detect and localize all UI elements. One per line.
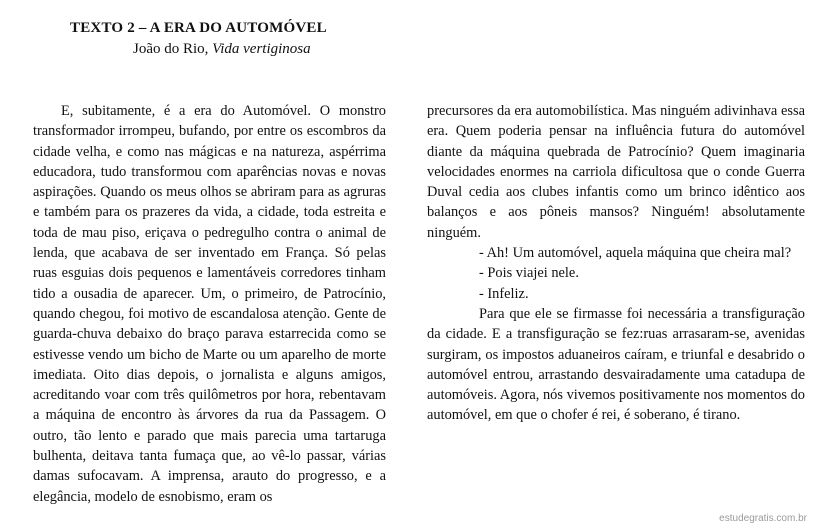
dialogue-line: - Pois viajei nele. [479,265,579,282]
closing-paragraph: Para que ele se firmasse foi necessária a transfiguração da cidade. E a transfiguração se fez:ruas arrasaram-se, avenidas surgiram, os impostos aduaneiros caíram, e triunfal e desabrido o automóvel entrou, arrastando desvairadamente uma catadupa de automóveis. Agora, nós vivemos positivamente nos momentos do automóvel, em que o chofer é rei, é soberano, é tirano. [427,305,805,424]
watermark: estudegratis.com.br [719,513,807,524]
continuation-paragraph: precursores da era automobilística. Mas ninguém adivinhava essa era. Quem poderia pensar na influência futura do automóvel diante da máquina quebrada de Patrocínio? Quem imaginaria velocidades enormes na carriola dificultosa que o conde Guerra Duval cedia aos clubes infantis como um brinco idêntico aos balanços e aos pôneis mansos? Ninguém! absolutamente ninguém. [427,103,805,241]
left-paragraph: E, subitamente, é a era do Automóvel. O monstro transformador irrompeu, bufando, por entre os escombros da cidade velha, e como nas mágicas e na natureza, aspérrima educadora, tudo transformou com aparências novas e novas aspirações. Quando os meus olhos se abriram para as agruras e também para os prazeres da vida, a cidade, toda estreita e toda de mau piso, eriçava o pedregulho contra o animal de lenda, que acabava de ser inventado em França. Só pelas ruas esguias dois pequenos e lamentáveis corredores tinham tido a ousadia de aparecer. Um, o primeiro, de Patrocínio, quando chegou, foi motivo de escandalosa atenção. Gente de guarda-chuva debaixo do braço parava estarrecida como se estivesse vendo um bicho de Marte ou um aparelho de morte imediata. Oito dias depois, o jornalista e alguns amigos, acreditando voar com três quilômetros por hora, rebentavam a máquina de encontro às árvores da rua da Passagem. O outro, tão lento e parado que mais parecia uma tartaruga bulhenta, deitava tanta fumaça que, ao vê-lo passar, várias damas sufocavam. A imprensa, arauto do progresso, e a elegância, modelo de esnobismo, eram os [33,103,386,505]
author-name: João do Rio, [133,41,213,57]
dialogue-line: - Infeliz. [479,285,529,302]
dialogue-line: - Ah! Um automóvel, aquela máquina que cheira mal? [479,245,792,262]
text-title: TEXTO 2 – A ERA DO AUTOMÓVEL [70,20,327,36]
right-column [427,101,805,426]
left-column [33,101,386,507]
work-title: Vida vertiginosa [212,41,311,57]
author-line [133,41,311,58]
